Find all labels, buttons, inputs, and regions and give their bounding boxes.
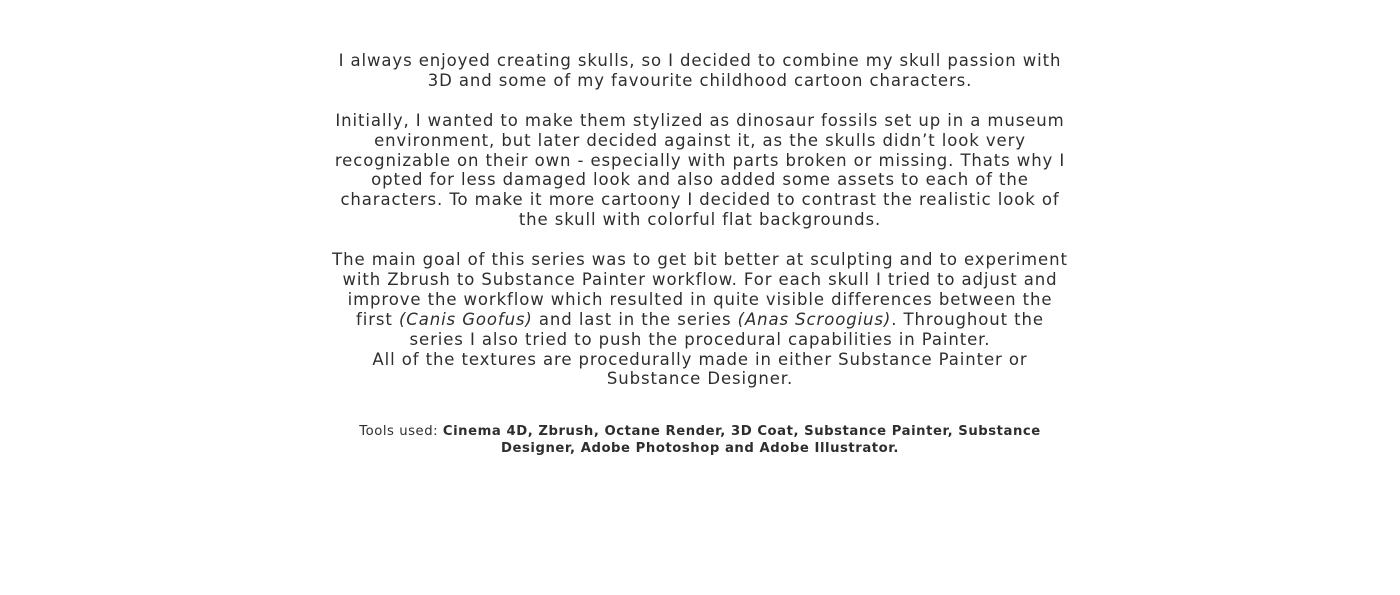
article-body [330,51,1070,471]
textures-paragraph: All of the textures are procedurally made in either Substance Painter or Substance Designer. [372,349,1028,389]
tools-list: Cinema 4D, Zbrush, Octane Render, 3D Coat, Substance Painter, Substance Designer, Adobe Photoshop and Adobe Illustrator. [442,424,1041,457]
goal-text-part-3: . Throughout the series I also tried to push the procedural capabilities in Painter. [409,309,1044,349]
tools-label: Tools used: [359,424,443,440]
last-skull-name: (Anas Scroogius) [737,309,892,329]
goal-text-part-1: The main goal of this series was to get bit better at sculpting and to experiment with Zbrush to Substance Painter workflow. For each skull I tried to adjust and improve the workflow which resulted in quite visible differences between the first [332,250,1068,329]
tools-used [330,423,1070,457]
concept-paragraph: Initially, I wanted to make them stylized as dinosaur fossils set up in a museum environment, but later decided against it, as the skulls didn’t look very recognizable on their own - especially with parts broken or missing. Thats why I opted for less damaged look and also added some assets to each of the characters. To make it more cartoony I decided to contrast the realistic look of the skull with colorful flat backgrounds. [334,110,1066,230]
goal-paragraph [330,250,1070,350]
intro-paragraph: I always enjoyed creating skulls, so I decided to combine my skull passion with 3D and some of my favourite childhood cartoon characters. [338,51,1062,90]
first-skull-name: (Canis Goofus) [398,309,533,329]
goal-text-part-2: and last in the series [532,309,738,329]
